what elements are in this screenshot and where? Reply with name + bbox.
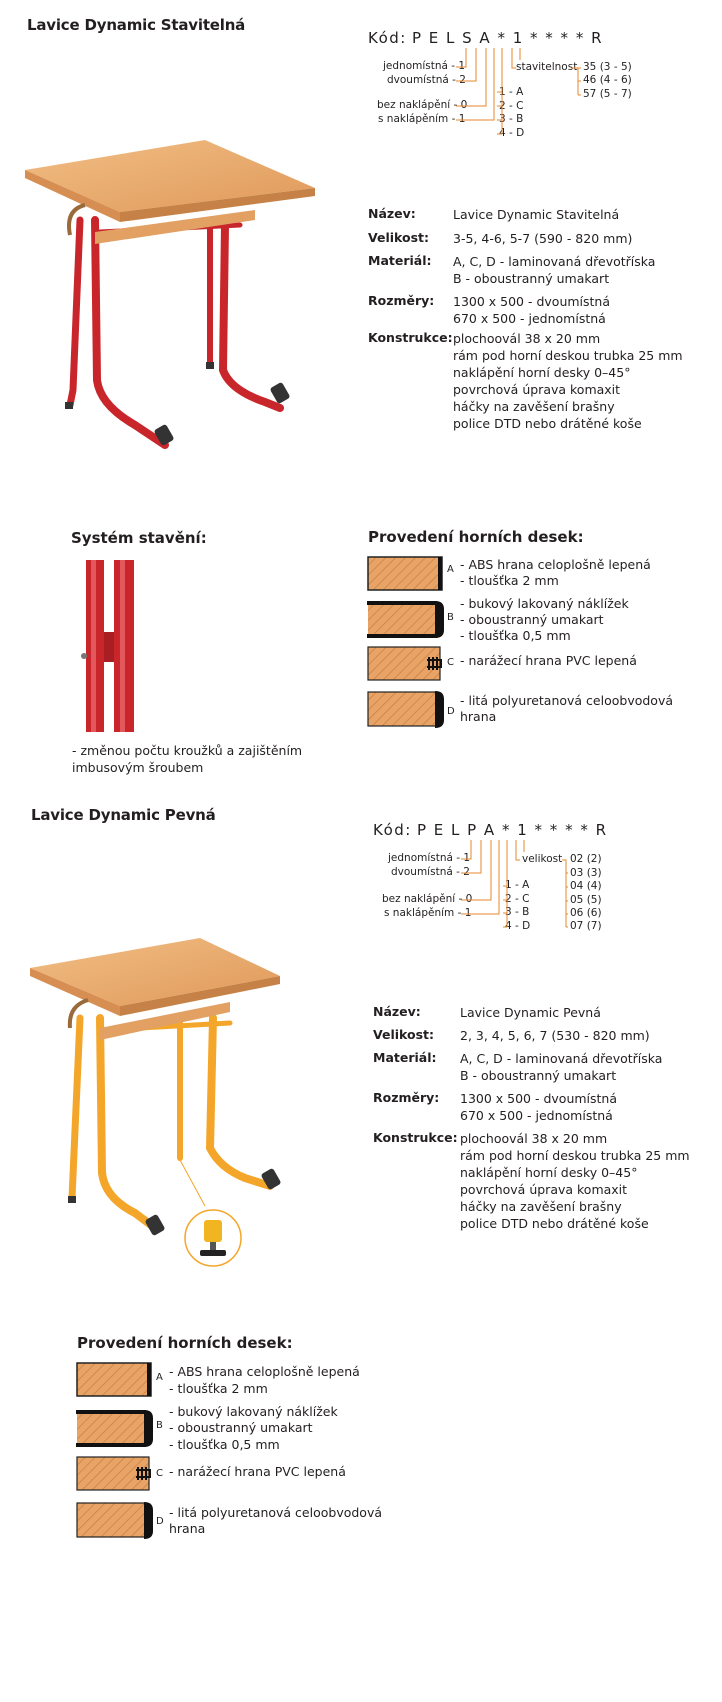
code-value: P E L S A * 1 * * * * R — [411, 29, 604, 47]
spec-label: Velikost: — [368, 230, 430, 245]
material-code: 2 - C — [499, 100, 524, 112]
code-label: jednomístná - 1 — [383, 60, 466, 72]
edge-desc: - ABS hrana celoplošně lepená — [169, 1364, 360, 1379]
system-note: - změnou počtu kroužků a zajištěním — [72, 743, 303, 758]
edge-desc: - narážecí hrana PVC lepená — [169, 1464, 346, 1479]
edge-letter: C — [156, 1468, 163, 1479]
size-code: 02 (2) — [570, 853, 602, 865]
system-title: Systém stavění: — [71, 529, 207, 547]
edge-letter: C — [447, 657, 454, 668]
spec-value: B - oboustranný umakart — [460, 1068, 617, 1083]
edge-desc: hrana — [460, 709, 497, 724]
code-label: dvoumístná - 2 — [387, 74, 466, 86]
edge-desc: - narážecí hrana PVC lepená — [460, 653, 637, 668]
edge-profile-d-image — [76, 1502, 154, 1539]
spec-value: B - oboustranný umakart — [453, 271, 610, 286]
material-code: 4 - D — [499, 127, 525, 139]
edge-letter: B — [447, 612, 454, 623]
size-code: 57 (5 - 7) — [583, 88, 632, 100]
edge-desc: - tloušťka 0,5 mm — [169, 1437, 280, 1452]
spec-value: Lavice Dynamic Pevná — [460, 1005, 601, 1020]
size-code: 05 (5) — [570, 894, 602, 906]
spec-label: Rozměry: — [373, 1090, 440, 1105]
code-label: bez naklápění - 0 — [377, 99, 468, 111]
edge-desc: - litá polyuretanová celoobvodová — [460, 693, 674, 708]
edge-desc: - oboustranný umakart — [460, 612, 604, 627]
code-label: jednomístná - 1 — [388, 852, 471, 864]
spec-value: háčky na zavěšení brašny — [453, 399, 615, 414]
edge-desc: - bukový lakovaný náklížek — [169, 1404, 338, 1419]
code-label: bez naklápění - 0 — [382, 893, 473, 905]
material-code: 3 - B — [499, 113, 524, 125]
edge-letter: B — [156, 1420, 163, 1431]
edge-desc: - ABS hrana celoplošně lepená — [460, 557, 651, 572]
spec-value: povrchová úprava komaxit — [453, 382, 621, 397]
spec-value: 3-5, 4-6, 5-7 (590 - 820 mm) — [453, 231, 633, 246]
material-code: 3 - B — [505, 906, 530, 918]
spec-value: povrchová úprava komaxit — [460, 1182, 628, 1197]
spec-value: 1300 x 500 - dvoumístná — [460, 1091, 618, 1106]
edge-profile-a-image — [76, 1362, 154, 1398]
spec-value: A, C, D - laminovaná dřevotříska — [460, 1051, 663, 1066]
spec-label: Název: — [368, 206, 416, 221]
spec-value: police DTD nebo drátěné koše — [460, 1216, 649, 1231]
size-label: velikost — [522, 853, 563, 865]
code-value: P E L P A * 1 * * * * R — [416, 821, 608, 839]
code-prefix: Kód: — [373, 821, 412, 839]
code-label: s naklápěním - 1 — [384, 907, 472, 919]
edge-letter: D — [156, 1516, 164, 1527]
spec-label: Konstrukce: — [368, 330, 453, 345]
spec-value: plochoovál 38 x 20 mm — [453, 331, 601, 346]
product-title: Lavice Dynamic Pevná — [31, 806, 216, 824]
size-code: 06 (6) — [570, 907, 602, 919]
edge-desc: - oboustranný umakart — [169, 1420, 313, 1435]
spec-value: 2, 3, 4, 5, 6, 7 (530 - 820 mm) — [460, 1028, 650, 1043]
code-label: s naklápěním - 1 — [378, 113, 466, 125]
edge-profile-c-image — [76, 1456, 154, 1492]
spec-value: 670 x 500 - jednomístná — [453, 311, 606, 326]
spec-label: Materiál: — [373, 1050, 437, 1065]
code-prefix: Kód: — [368, 29, 407, 47]
edge-letter: D — [447, 706, 455, 717]
edge-profile-b-image — [76, 1410, 154, 1447]
edge-desc: hrana — [169, 1521, 206, 1536]
system-note: imbusovým šroubem — [72, 760, 204, 775]
product-title: Lavice Dynamic Stavitelná — [27, 16, 246, 34]
spec-value: rám pod horní deskou trubka 25 mm — [460, 1148, 690, 1163]
edge-desc: - bukový lakovaný náklížek — [460, 596, 629, 611]
spec-value: plochoovál 38 x 20 mm — [460, 1131, 608, 1146]
size-code: 04 (4) — [570, 880, 602, 892]
spec-label: Rozměry: — [368, 293, 435, 308]
size-code: 46 (4 - 6) — [583, 74, 632, 86]
spec-label: Konstrukce: — [373, 1130, 458, 1145]
size-code: 07 (7) — [570, 920, 602, 932]
edge-desc: - tloušťka 0,5 mm — [460, 628, 571, 643]
material-code: 1 - A — [505, 879, 530, 891]
spec-value: 670 x 500 - jednomístná — [460, 1108, 613, 1123]
size-label: stavitelnost — [516, 61, 578, 73]
material-code: 1 - A — [499, 86, 524, 98]
spec-value: police DTD nebo drátěné koše — [453, 416, 642, 431]
spec-value: naklápění horní desky 0–45° — [460, 1165, 638, 1180]
edge-letter: A — [447, 564, 454, 575]
edges-title: Provedení horních desek: — [77, 1334, 293, 1352]
spec-value: A, C, D - laminovaná dřevotříska — [453, 254, 656, 269]
spec-value: 1300 x 500 - dvoumístná — [453, 294, 611, 309]
spec-value: rám pod horní deskou trubka 25 mm — [453, 348, 683, 363]
edge-desc: - tloušťka 2 mm — [460, 573, 559, 588]
size-code: 35 (3 - 5) — [583, 61, 632, 73]
edge-desc: - litá polyuretanová celoobvodová — [169, 1505, 383, 1520]
material-code: 2 - C — [505, 893, 530, 905]
spec-value: Lavice Dynamic Stavitelná — [453, 207, 620, 222]
code-label: dvoumístná - 2 — [391, 866, 470, 878]
spec-value: naklápění horní desky 0–45° — [453, 365, 631, 380]
edges-title: Provedení horních desek: — [368, 528, 584, 546]
spec-label: Velikost: — [373, 1027, 435, 1042]
spec-label: Materiál: — [368, 253, 432, 268]
spec-value: háčky na zavěšení brašny — [460, 1199, 622, 1214]
spec-label: Název: — [373, 1004, 421, 1019]
material-code: 4 - D — [505, 920, 531, 932]
edge-letter: A — [156, 1372, 163, 1383]
size-code: 03 (3) — [570, 867, 602, 879]
edge-desc: - tloušťka 2 mm — [169, 1381, 268, 1396]
